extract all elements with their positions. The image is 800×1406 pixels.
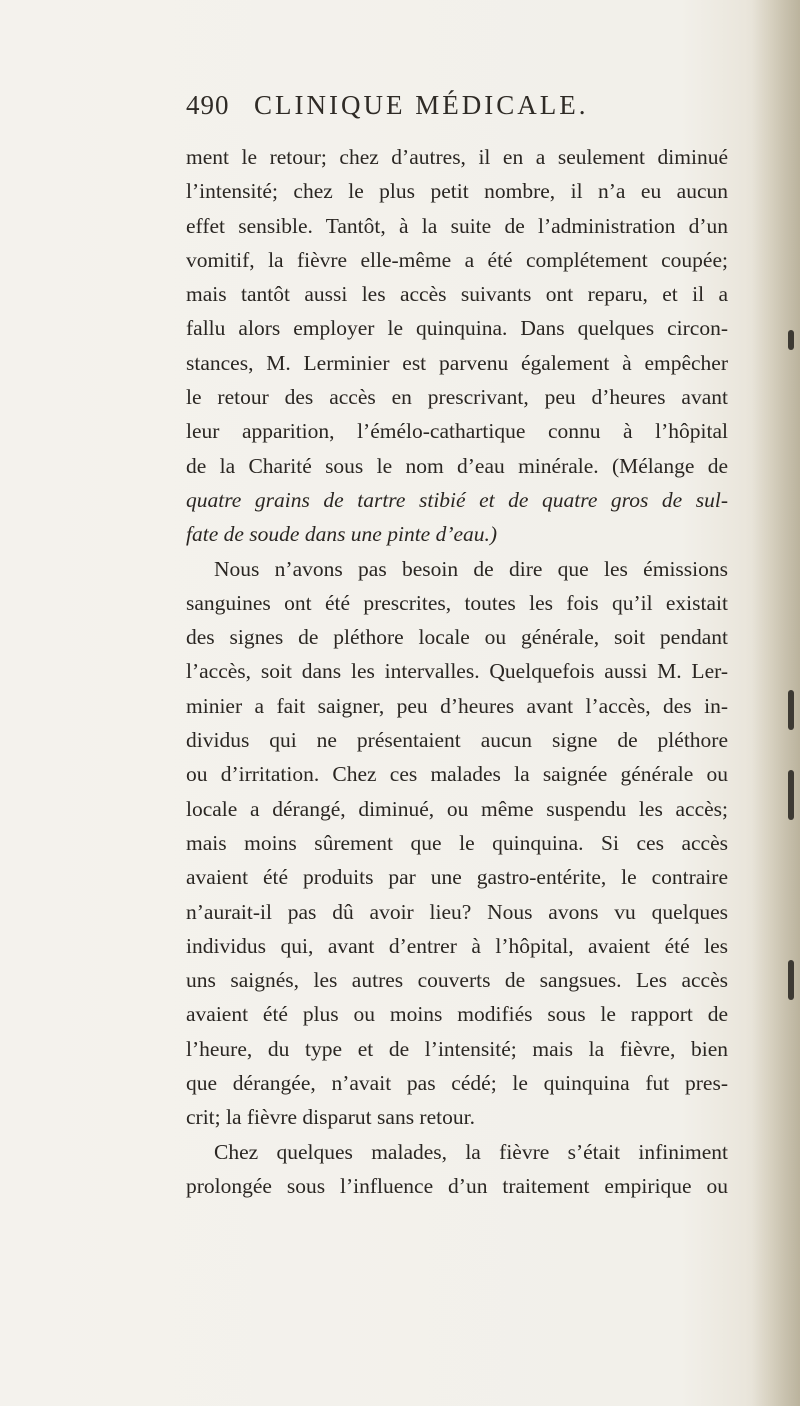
text-line: dividus qui ne présentaient aucun signe de pléthore	[186, 728, 728, 753]
text-line: l’heure, du type et de l’intensité; mais la fièvre, bien	[186, 1036, 728, 1061]
text-line: fate de soude dans une pinte d’eau.)	[186, 522, 498, 547]
text-line: mais moins sûrement que le quinquina. Si ces accès	[186, 830, 728, 855]
text-line: minier a fait saigner, peu d’heures avant l’accès, des in-	[186, 693, 728, 718]
edge-mark	[788, 690, 794, 730]
text-line: effet sensible. Tantôt, à la suite de l’administration d’un	[186, 213, 728, 238]
text-line: que dérangée, n’avait pas cédé; le quinquina fut pres-	[186, 1071, 728, 1096]
page-header	[186, 90, 606, 130]
text-line: n’aurait-il pas dû avoir lieu? Nous avons vu quelques	[186, 899, 728, 924]
text-line: crit; la fièvre disparut sans retour.	[186, 1105, 475, 1130]
text-line: stances, M. Lerminier est parvenu également à empêcher	[186, 350, 728, 375]
body-text	[186, 140, 728, 1203]
text-line: l’intensité; chez le plus petit nombre, il n’a eu aucun	[186, 179, 728, 204]
text-line: avaient été plus ou moins modifiés sous le rapport de	[186, 1002, 728, 1027]
text-line: Chez quelques malades, la fièvre s’était infiniment	[214, 1139, 728, 1164]
running-title: CLINIQUE MÉDICALE.	[254, 90, 589, 120]
text-line: leur apparition, l’émélo-cathartique connu à l’hôpital	[186, 419, 728, 444]
text-line: fallu alors employer le quinquina. Dans quelques circon-	[186, 316, 728, 341]
text-line: ou d’irritation. Chez ces malades la saignée générale ou	[186, 762, 728, 787]
text-line: prolongée sous l’influence d’un traitement empirique ou	[186, 1173, 728, 1198]
text-line: vomitif, la fièvre elle-même a été complétement coupée;	[186, 247, 728, 272]
text-line: de la Charité sous le nom d’eau minérale. (Mélange de	[186, 453, 728, 478]
page-edge-shadow	[752, 0, 800, 1406]
text-line: le retour des accès en prescrivant, peu d’heures avant	[186, 385, 728, 410]
text-line: mais tantôt aussi les accès suivants ont reparu, et il a	[186, 282, 728, 307]
text-line: sanguines ont été prescrites, toutes les fois qu’il existait	[186, 590, 728, 615]
text-line: ment le retour; chez d’autres, il en a seulement diminué	[186, 145, 728, 169]
text-line: uns saignés, les autres couverts de sangsues. Les accès	[186, 968, 728, 993]
text-line: quatre grains de tartre stibié et de quatre gros de sul-	[186, 487, 728, 512]
text-line: avaient été produits par une gastro-entérite, le contraire	[186, 865, 728, 890]
text-line: individus qui, avant d’entrer à l’hôpital, avaient été les	[186, 933, 728, 958]
text-line: locale a dérangé, diminué, ou même suspendu les accès;	[186, 796, 728, 821]
edge-mark	[788, 770, 794, 820]
text-line: Nous n’avons pas besoin de dire que les émissions	[214, 556, 728, 581]
text-line: des signes de pléthore locale ou générale, soit pendant	[186, 625, 728, 650]
text-line: l’accès, soit dans les intervalles. Quelquefois aussi M. Ler-	[186, 659, 728, 684]
edge-mark	[788, 960, 794, 1000]
edge-mark	[788, 330, 794, 350]
page-number: 490	[186, 90, 230, 120]
